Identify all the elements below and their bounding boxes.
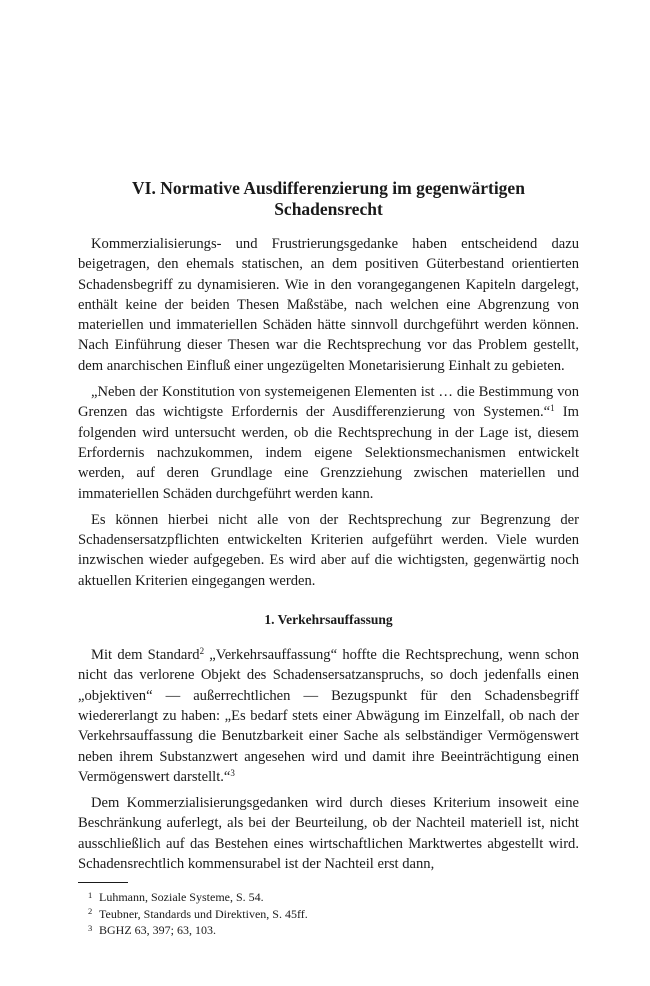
paragraph-4-text-a: Mit dem Standard bbox=[91, 647, 200, 664]
footnote-divider bbox=[78, 882, 128, 883]
footnote-text: Luhmann, Soziale Systeme, S. 54. bbox=[99, 890, 264, 905]
footnote-3: 3 BGHZ 63, 397; 63, 103. bbox=[88, 922, 216, 938]
section-heading: 1. Verkehrsauffassung bbox=[264, 612, 393, 628]
footnote-ref-1: 1 bbox=[550, 403, 555, 414]
footnotes bbox=[78, 889, 579, 939]
footnote-ref-2: 2 bbox=[199, 646, 205, 657]
chapter-title bbox=[78, 178, 579, 220]
paragraph-2 bbox=[78, 382, 579, 504]
paragraph-5: Dem Kommerzialisierungsgedanken wird durch dieses Kriterium insoweit eine Beschränkung auferlegt, als bei der Beurteilung, ob der Nachteil materiell ist, nicht ausschließlich auf das Bestehen eines wirtschaftlichen Marktwertes abgestellt wird. Schadensrechtlich kommensurabel ist der Nachteil erst dann, bbox=[78, 795, 579, 873]
body-text bbox=[78, 234, 579, 874]
paragraph-2-text: Im folgenden wird untersucht werden, ob die Rechtsprechung in der Lage ist, diesem Erfordernis nachzukommen, indem eigene Selektionsmechanismen entwickelt werden, auf deren Grundlage eine Grenzziehung zwischen materiellen und immateriellen Schäden durchgeführt werden kann. bbox=[78, 404, 579, 502]
chapter-title-line-1: VI. Normative Ausdifferenzierung im gegenwärtigen bbox=[132, 178, 525, 198]
book-page bbox=[78, 178, 579, 939]
footnote-text: BGHZ 63, 397; 63, 103. bbox=[99, 923, 216, 938]
paragraph-4-text-b: „Verkehrsauffassung“ hoffte die Rechtsprechung, wenn schon nicht das verlorene Objekt des Schadensersatzanspruchs, so doch jedenfalls einen „objektiven“ — außerrechtlichen — Bezugspunkt für den Schadensbegriff wiedererlangt zu haben: „Es bedarf stets einer Abwägung im Einzelfall, ob nach der Verkehrsauffassung die Benutzbarkeit einer Sache als selbständiger Vermögenswert neben ihrem Substanzwert angesehen wird und damit ihre Beeinträchtigung einen Vermögenswert darstellt.“ bbox=[78, 647, 579, 785]
paragraph-4 bbox=[78, 645, 579, 787]
footnote-2: 2 Teubner, Standards und Direktiven, S. 45ff. bbox=[88, 906, 308, 921]
paragraph-1: Kommerzialisierungs- und Frustrierungsgedanke haben entscheidend dazu beigetragen, den ehemals statischen, an dem positiven Güterbestand orientierten Schadensbegriff zu dynamisieren. Wie in den vorangegangenen Kapiteln dargelegt, enthält keine der beiden Thesen Maßstäbe, nach welchen eine Abgrenzung von materiellen und immateriellen Schäden hätte sinnvoll durchgeführt werden können. Nach Einführung dieser Thesen war die Rechtsprechung vor das Problem gestellt, dem anarchischen Einfluß einer ungezügelten Monetarisierung Einhalt zu gebieten. bbox=[78, 236, 579, 374]
paragraph-3: Es können hierbei nicht alle von der Rechtsprechung zur Begrenzung der Schadensersatzpflichten entwickelten Kriterien aufgeführt werden. Viele wurden inzwischen wieder aufgegeben. Es wird aber auf die wichtigsten, gegenwärtig noch aktuellen Kriterien eingegangen werden. bbox=[78, 511, 579, 589]
footnote-1: 1 Luhmann, Soziale Systeme, S. 54. bbox=[88, 889, 264, 905]
footnote-ref-3: 3 bbox=[230, 767, 235, 778]
footnote-text: Teubner, Standards und Direktiven, S. 45ff. bbox=[99, 906, 308, 921]
chapter-title-line-2: Schadensrecht bbox=[274, 199, 383, 219]
paragraph-2-quote: „Neben der Konstitution von systemeigenen Elementen ist … die Bestimmung von Grenzen das wichtigste Erfordernis der Ausdifferenzierung von Systemen.“ bbox=[78, 384, 579, 421]
